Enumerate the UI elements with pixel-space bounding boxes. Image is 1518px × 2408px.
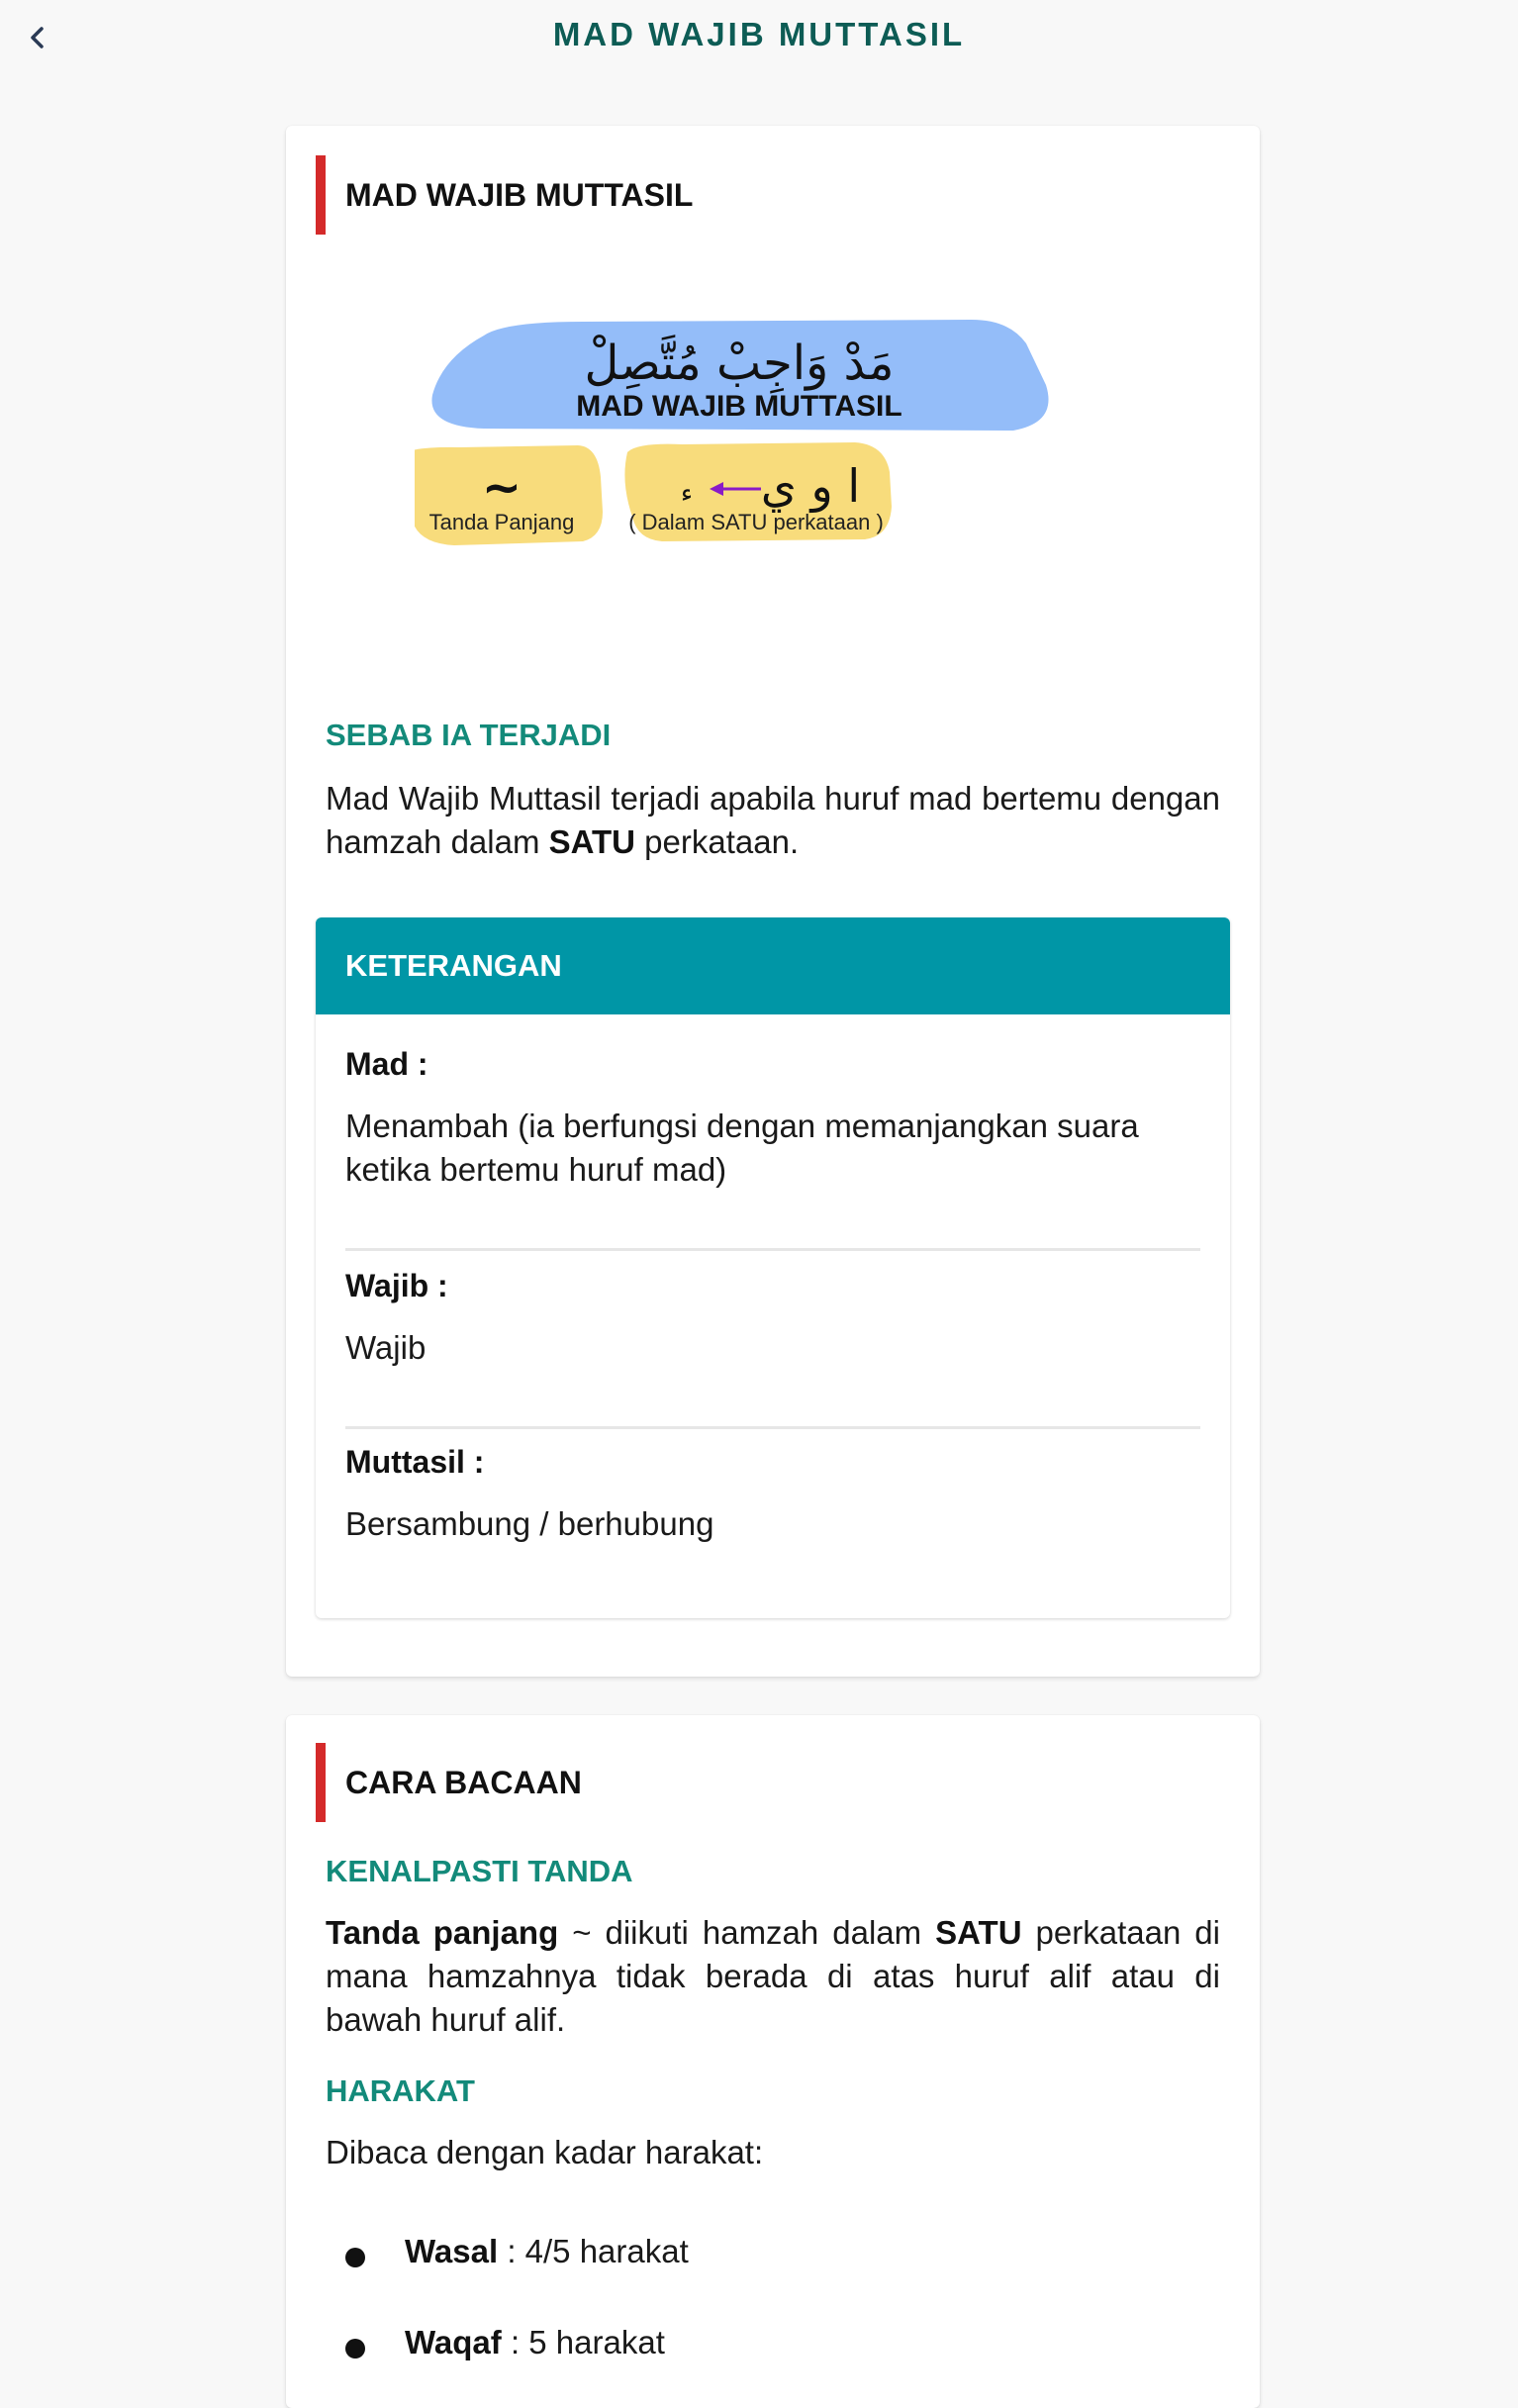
bullet-dot (345, 2248, 365, 2267)
info-box (316, 917, 1230, 1618)
sign-text (326, 1911, 1220, 2042)
divider (345, 1248, 1200, 1251)
definition-desc: Bersambung / berhubung (345, 1505, 714, 1542)
info-box-header (316, 917, 1230, 1014)
bullet-dot (345, 2339, 365, 2359)
bullet-value: : 4/5 harakat (498, 2233, 689, 2269)
dalam-satu-caption: ( Dalam SATU perkataan ) (628, 510, 884, 534)
definition-term: Mad : (345, 1046, 428, 1082)
definition-term: Muttasil : (345, 1444, 485, 1480)
page-title: MAD WAJIB MUTTASIL (552, 16, 966, 52)
accent-bar (316, 1743, 326, 1822)
definition-item-wajib (345, 1268, 1200, 1370)
definition-desc: Menambah (ia berfungsi dengan memanjangkan suara ketika bertemu huruf mad) (345, 1108, 1139, 1188)
card-header (316, 1743, 582, 1822)
top-bar (0, 0, 1518, 75)
cause-text-2: perkataan. (635, 823, 800, 860)
divider (345, 1426, 1200, 1429)
bullet-wasal (405, 2233, 689, 2270)
harakat-heading: HARAKAT (326, 2073, 475, 2108)
hamzah-letter: ء (680, 479, 694, 509)
cause-text-1: Mad Wajib Muttasil terjadi apabila huruf mad bertemu dengan hamzah dalam (326, 780, 1220, 860)
sign-bold-1: Tanda panjang (326, 1914, 559, 1951)
sign-heading: KENALPASTI TANDA (326, 1854, 633, 1888)
definition-card (286, 126, 1260, 1677)
cause-bold: SATU (548, 823, 636, 860)
cause-text (326, 777, 1220, 864)
bullet-waqaf (405, 2324, 665, 2361)
definition-term: Wajib : (345, 1268, 448, 1303)
bullet-label: Wasal (405, 2233, 499, 2269)
definition-item-muttasil (345, 1444, 1200, 1546)
info-box-title: KETERANGAN (345, 948, 562, 983)
bullet-label: Waqaf (405, 2324, 502, 2360)
reading-method-card (286, 1715, 1260, 2408)
sign-text-2: perkataan di mana hamzahnya tidak berada di atas huruf alif atau di bawah huruf alif. (326, 1914, 1220, 2038)
definition-desc: Wajib (345, 1329, 427, 1366)
sign-bold-2: SATU (935, 1914, 1022, 1951)
sign-text-1: ~ diikuti hamzah dalam (558, 1914, 936, 1951)
card-title: MAD WAJIB MUTTASIL (345, 176, 694, 213)
card-title: CARA BACAAN (345, 1764, 582, 1800)
latin-title: MAD WAJIB MUTTASIL (576, 390, 902, 423)
tanda-panjang-symbol: ~ (481, 460, 522, 516)
accent-bar (316, 155, 326, 235)
card-header (316, 155, 693, 235)
definition-item-mad (345, 1046, 1200, 1192)
cause-heading: SEBAB IA TERJADI (326, 718, 612, 752)
tanda-panjang-caption: Tanda Panjang (428, 510, 575, 534)
harakat-intro: Dibaca dengan kadar harakat: (326, 2134, 764, 2170)
huruf-mad-letters: ا و ي (760, 459, 861, 513)
bullet-value: : 5 harakat (501, 2324, 665, 2360)
arabic-title: مَدْ وَاجِبْ مُتَّصِلْ (584, 336, 895, 391)
